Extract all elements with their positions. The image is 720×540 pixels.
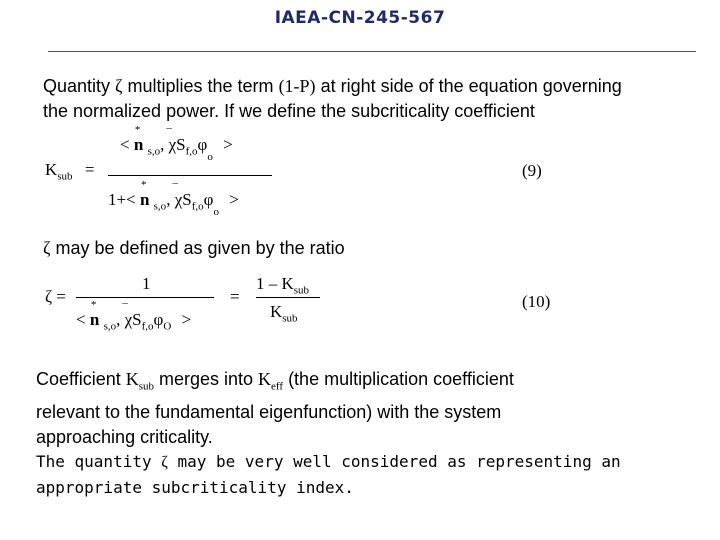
equals-sign: = xyxy=(84,160,95,179)
merge-text: merges into xyxy=(154,369,259,389)
k-subscript: sub xyxy=(282,312,298,325)
chi-symbol: χ xyxy=(168,135,177,154)
phi-subscript: o xyxy=(213,206,219,219)
one-minus-k: 1 – K xyxy=(256,274,294,293)
zeta-symbol: ζ xyxy=(43,238,51,258)
k-subscript: sub xyxy=(138,380,154,393)
s-subscript: f,o xyxy=(141,320,154,333)
eq9-fraction-bar xyxy=(108,175,272,176)
phi-symbol: φ xyxy=(197,135,208,154)
bracket-open: < xyxy=(126,190,136,209)
n-subscript: s,o xyxy=(153,200,167,213)
comma: , xyxy=(160,135,165,154)
bar-accent: – xyxy=(172,177,178,189)
star-superscript: * xyxy=(90,299,97,311)
index-text: The quantity xyxy=(36,452,162,471)
merge-paragraph xyxy=(36,367,696,450)
s-symbol: S xyxy=(132,310,142,329)
one-plus: 1+ xyxy=(108,190,127,209)
index-paragraph xyxy=(36,449,696,500)
chi-symbol: χ xyxy=(124,310,133,329)
star-superscript: * xyxy=(134,124,141,136)
term-1-minus-p: (1-P) xyxy=(278,76,316,96)
title-divider xyxy=(48,51,696,52)
s-subscript: f,o xyxy=(185,145,198,158)
eq10-numerator: 1 xyxy=(142,274,151,293)
k-subscript: sub xyxy=(293,284,310,297)
merge-text: (the multiplication coefficient xyxy=(283,369,514,389)
eq10-rhs-denominator xyxy=(270,302,298,324)
bracket-close: > xyxy=(229,190,239,209)
equation-number-10: (10) xyxy=(522,292,551,311)
eq10-lhs xyxy=(45,287,66,307)
equals-sign: = xyxy=(56,287,66,306)
phi-symbol: φ xyxy=(153,310,164,329)
k-symbol: K xyxy=(125,369,139,389)
intro-text: Quantity xyxy=(43,76,116,96)
k-symbol: K xyxy=(270,302,283,321)
n-symbol: n xyxy=(89,310,100,329)
n-subscript: s,o xyxy=(103,320,117,333)
comma: , xyxy=(116,310,121,329)
bracket-close: > xyxy=(181,310,192,329)
intro-text: at right side of the equation governing xyxy=(315,76,622,96)
equation-number-9: (9) xyxy=(522,161,542,180)
s-symbol: S xyxy=(182,190,192,209)
zeta-symbol: ζ xyxy=(161,454,168,471)
eq9-numerator xyxy=(120,122,233,164)
comma: , xyxy=(166,190,171,209)
intro-paragraph xyxy=(43,74,713,124)
intro-line-2: the normalized power. If we define the subcriticality coefficient xyxy=(43,101,535,121)
s-subscript: f,o xyxy=(191,200,204,213)
phi-subscript: o xyxy=(207,151,213,164)
n-symbol: n xyxy=(133,135,144,154)
bracket-open: < xyxy=(76,310,86,329)
n-symbol: n xyxy=(139,190,150,209)
n-subscript: s,o xyxy=(147,145,161,158)
intro-line-1 xyxy=(43,74,713,99)
merge-text: Coefficient xyxy=(36,369,126,389)
bracket-close: > xyxy=(223,135,233,154)
star-superscript: * xyxy=(140,179,147,191)
eq9-lhs xyxy=(45,160,94,182)
bar-accent: – xyxy=(122,297,128,309)
eq10-fraction-bar xyxy=(76,297,214,298)
k-eff-symbol: K xyxy=(258,369,272,389)
merge-line-2: relevant to the fundamental eigenfunction) with the system xyxy=(36,401,502,422)
k-subscript: sub xyxy=(57,170,73,183)
zeta-symbol: ζ xyxy=(45,287,53,306)
merge-line-3: approaching criticality. xyxy=(36,426,213,447)
eq10-denominator xyxy=(76,297,192,333)
phi-symbol: φ xyxy=(203,190,214,209)
k-symbol: K xyxy=(45,160,58,179)
eq10-rhs-numerator xyxy=(256,274,309,296)
ratio-text: may be defined as given by the ratio xyxy=(50,238,345,258)
s-symbol: S xyxy=(176,135,186,154)
page-title: IAEA-CN-245-567 xyxy=(274,8,446,28)
index-line-2: appropriate subcriticality index. xyxy=(36,478,354,497)
eq9-denominator xyxy=(108,177,239,219)
bar-accent: – xyxy=(166,122,172,134)
phi-subscript: O xyxy=(163,320,172,333)
ratio-paragraph xyxy=(43,236,345,261)
k-eff-subscript: eff xyxy=(271,380,284,393)
index-text: may be very well considered as representing an xyxy=(167,452,621,471)
eq10-rhs-fraction-bar xyxy=(256,297,320,298)
merge-line-1 xyxy=(36,367,696,400)
intro-text: multiplies the term xyxy=(122,76,279,96)
chi-symbol: χ xyxy=(174,190,183,209)
eq10-equals-2: = xyxy=(230,287,240,306)
bracket-open: < xyxy=(120,135,130,154)
zeta-symbol: ζ xyxy=(115,76,123,96)
index-line-1 xyxy=(36,449,696,475)
